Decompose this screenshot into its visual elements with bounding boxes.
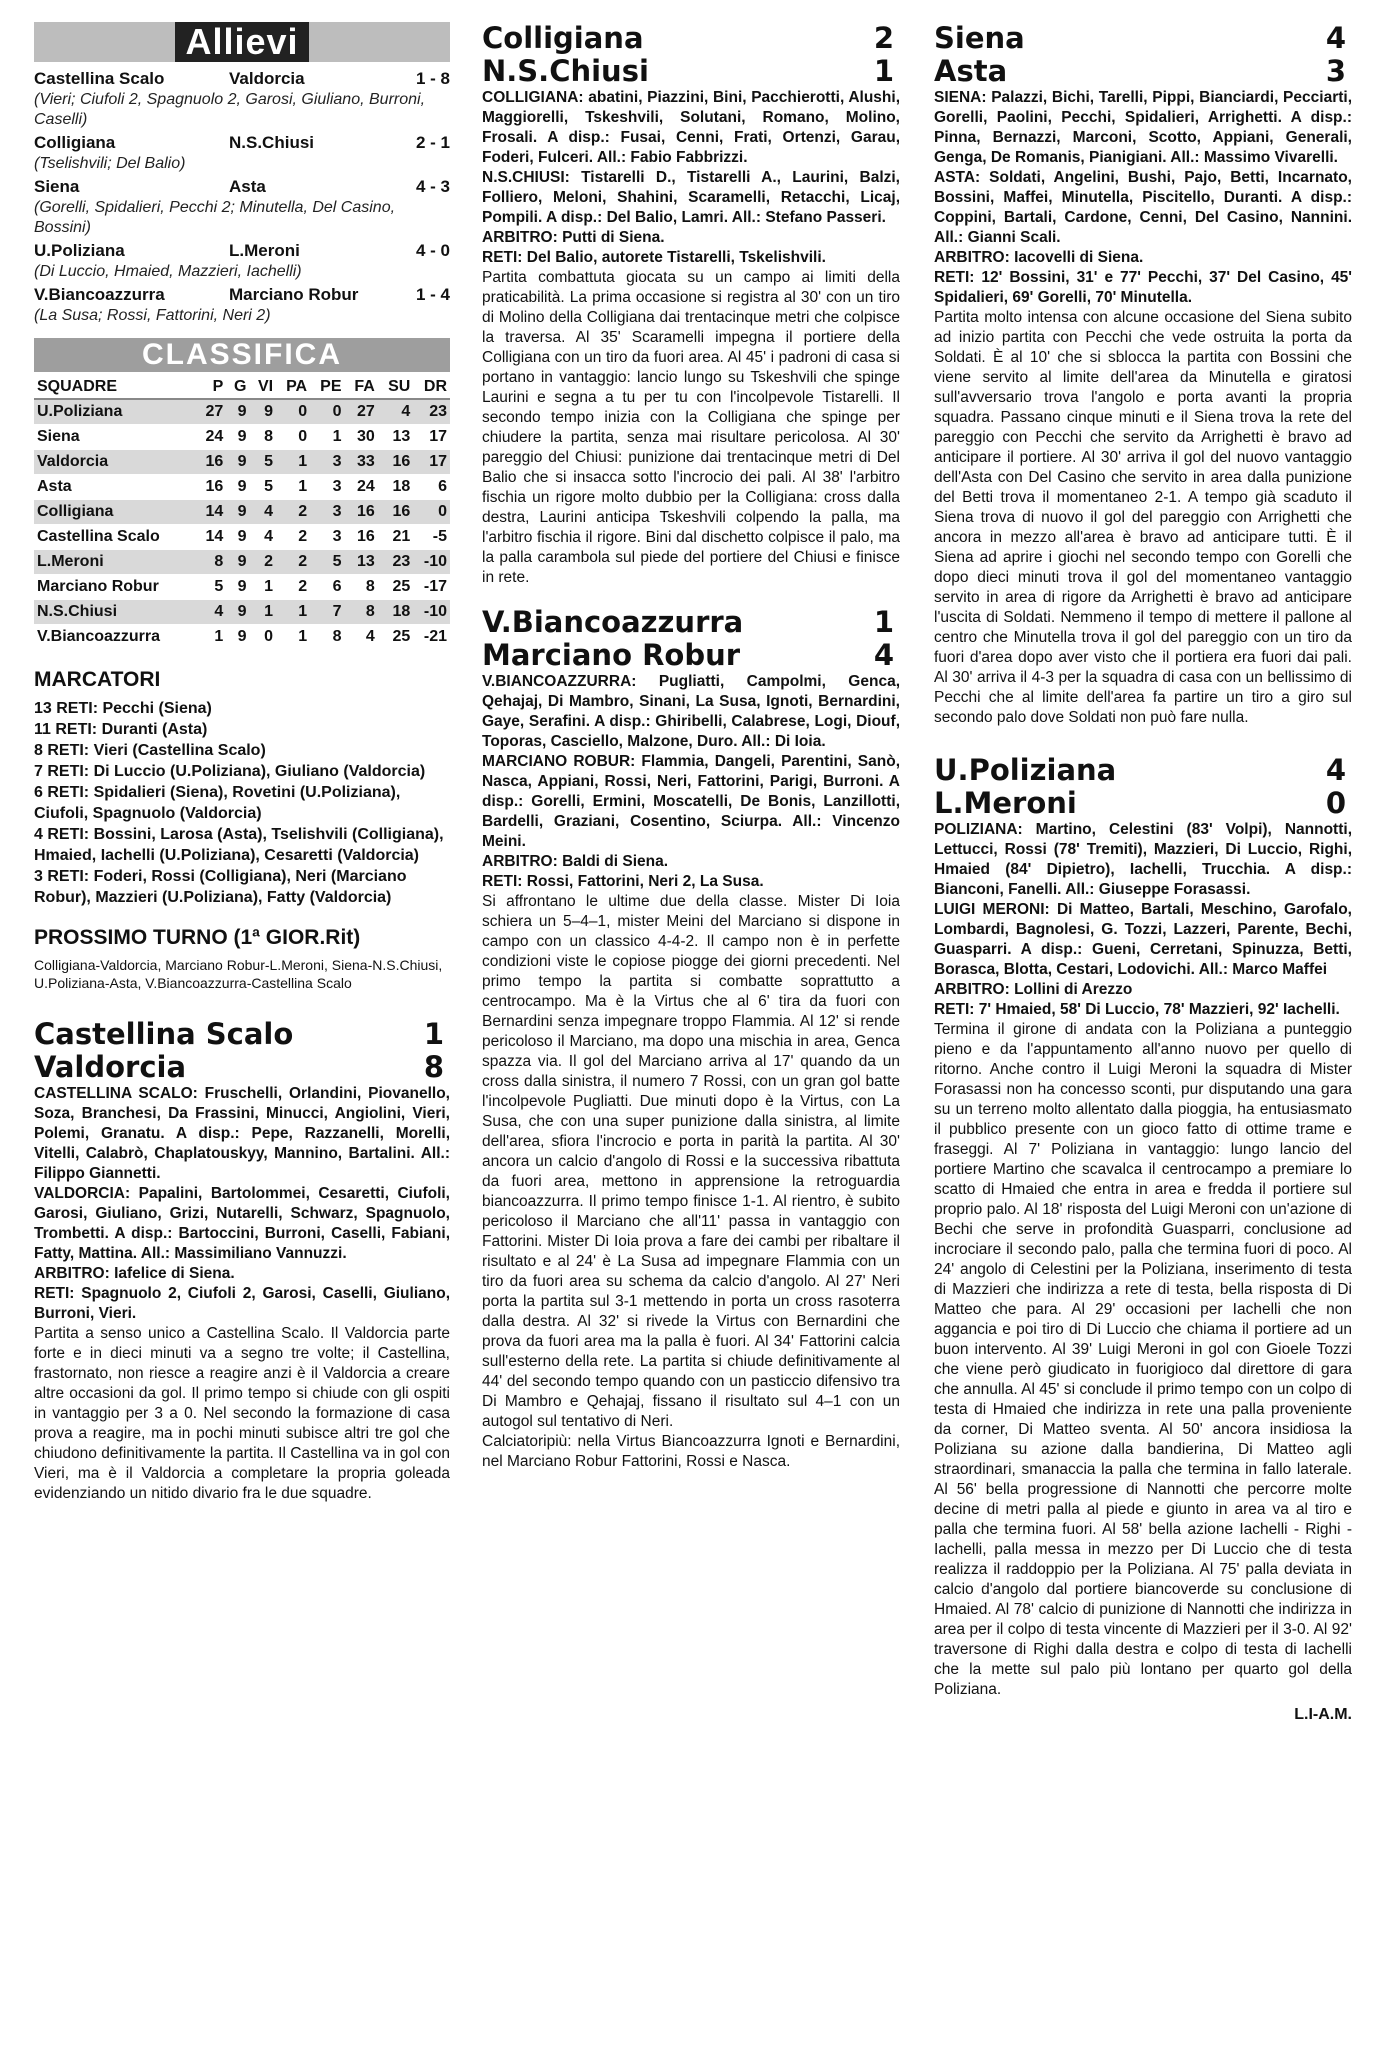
match-header bbox=[934, 787, 1352, 820]
score-home: 1 bbox=[423, 1017, 444, 1051]
team-home: Colligiana bbox=[482, 21, 644, 55]
stat-cell: 17 bbox=[413, 450, 450, 475]
stat-cell: -5 bbox=[413, 525, 450, 550]
col-header: SU bbox=[378, 376, 414, 399]
team-home: Castellina Scalo bbox=[34, 1017, 294, 1051]
score-home: 1 bbox=[873, 605, 894, 639]
stat-cell: 0 bbox=[250, 625, 277, 650]
stat-cell: 1 bbox=[250, 575, 277, 600]
stat-cell: 2 bbox=[276, 525, 310, 550]
stat-cell: 7 bbox=[310, 600, 344, 625]
score-home: 4 bbox=[1325, 21, 1346, 55]
column-left bbox=[34, 22, 450, 1522]
referee: ARBITRO: Lollini di Arezzo bbox=[934, 981, 1133, 998]
match-header bbox=[34, 1018, 450, 1051]
standings-row bbox=[34, 399, 450, 425]
col-header: P bbox=[196, 376, 226, 399]
stat-cell: 9 bbox=[226, 525, 249, 550]
goals: RETI: 12' Bossini, 31' e 77' Pecchi, 37' Del Casino, 45' Spidalieri, 69' Gorelli, 70' Minutella. bbox=[934, 269, 1352, 306]
result-score: 4 - 3 bbox=[415, 177, 450, 196]
lineup-home: SIENA: Palazzi, Bichi, Tarelli, Pippi, Bianciardi, Pecciarti, Gorelli, Paolini, Pecchi, Spidalieri, Arrighetti. A disp.: Pinna, Bernazzi, Marconi, Scotto, Appiani, Generali, Genga, De Romanis, Pianigiani. All.: Massimo Vivarelli. bbox=[934, 89, 1352, 166]
stat-cell: 3 bbox=[310, 500, 344, 525]
result-score: 2 - 1 bbox=[415, 133, 450, 152]
stat-cell: 24 bbox=[345, 475, 378, 500]
match-report bbox=[482, 606, 900, 1472]
standings-header-row bbox=[34, 376, 450, 399]
stat-cell: 14 bbox=[196, 500, 226, 525]
stat-cell: 14 bbox=[196, 525, 226, 550]
result-scorers: (La Susa; Rossi, Fattorini, Neri 2) bbox=[34, 307, 271, 324]
stat-cell: 9 bbox=[226, 425, 249, 450]
result-away: L.Meroni bbox=[229, 241, 300, 260]
stat-cell: 1 bbox=[276, 600, 310, 625]
team-name-cell: Castellina Scalo bbox=[34, 525, 196, 550]
score-away: 0 bbox=[1325, 786, 1346, 820]
stat-cell: 27 bbox=[345, 399, 378, 425]
stat-cell: 18 bbox=[378, 475, 414, 500]
match-header bbox=[934, 55, 1352, 88]
team-name-cell: U.Poliziana bbox=[34, 399, 196, 425]
stat-cell: 16 bbox=[345, 525, 378, 550]
stat-cell: 5 bbox=[250, 475, 277, 500]
score-away: 3 bbox=[1325, 54, 1346, 88]
team-name-cell: Siena bbox=[34, 425, 196, 450]
lineup-home: CASTELLINA SCALO: Fruschelli, Orlandini, Piovanello, Soza, Branchesi, Da Frassini, Minucci, Angiolini, Vieri, Polemi, Granatu. A disp.: Pepe, Razzanelli, Morelli, Vitelli, Calabrò, Chaplatouskyy, Mannino, Bartalini. All.: Filippo Giannetti. bbox=[34, 1085, 450, 1182]
stat-cell: 9 bbox=[226, 550, 249, 575]
stat-cell: 1 bbox=[250, 600, 277, 625]
stat-cell: 9 bbox=[250, 399, 277, 425]
stat-cell: 4 bbox=[378, 399, 414, 425]
stat-cell: 1 bbox=[276, 625, 310, 650]
stat-cell: 6 bbox=[413, 475, 450, 500]
stat-cell: 13 bbox=[345, 550, 378, 575]
prossimo-turno-title: PROSSIMO TURNO (1ª GIOR.Rit) bbox=[34, 926, 361, 949]
stat-cell: 21 bbox=[378, 525, 414, 550]
stat-cell: 33 bbox=[345, 450, 378, 475]
result-score: 1 - 4 bbox=[415, 285, 450, 304]
match-text: Partita molto intensa con alcune occasione del Siena subito ad inizio partita con Pecchi che vede ostruita la porta da Soldati. È al 10' che si sblocca la partita con Bossini che viene servito al limite dell'area da Minutella e giratosi sull'avversario trova l'angolo e porta avanti la propria squadra. Passano cinque minuti e il Siena trova la rete del pareggio con Pecchi che servito da Arrighetti è bravo ad anticipare il portiere. Al 30' arriva il gol del nuovo vantaggio dell'Asta con Del Casino che servito in area dalla punizione del Betti trova il momentaneo 2-1. A tempo già scaduto il Siena trova di nuovo il gol del pareggio con Arrighetti che ancora in mezzo all'area è bravo ad anticipare tutti. È il Siena ad aprire i giochi nel secondo tempo con Gorelli che dopo dieci minuti trova il gol del momentaneo vantaggio servito in area di rigore da Arrighetti è bravo ad anticipare l'uscita di Soldati. Nemmeno il tempo di mettere il pallone al centro che Minutella trova il gol del pareggio con un tiro da fuori d'area dopo aver visto che il portiera era fuori dai pali. Al 30' arriva il 4-3 per la squadra di casa con un bellissimo di Pecchi che al limite dell'area fa partire un tiro a giro sul secondo palo dove Soldati non può fare nulla. bbox=[934, 309, 1352, 726]
stat-cell: 4 bbox=[250, 500, 277, 525]
stat-cell: 16 bbox=[345, 500, 378, 525]
standings-body bbox=[34, 399, 450, 650]
standings-row bbox=[34, 450, 450, 475]
score-home: 4 bbox=[1325, 753, 1346, 787]
stat-cell: 4 bbox=[345, 625, 378, 650]
stat-cell: 2 bbox=[276, 575, 310, 600]
classifica-banner: CLASSIFICA bbox=[34, 338, 450, 372]
standings-table bbox=[34, 376, 450, 650]
stat-cell: 24 bbox=[196, 425, 226, 450]
marcatori-line: 3 RETI: Foderi, Rossi (Colligiana), Neri (Marciano Robur), Mazzieri (U.Poliziana), Fatty (Valdorcia) bbox=[34, 868, 407, 906]
stat-cell: 16 bbox=[378, 450, 414, 475]
score-away: 4 bbox=[873, 638, 894, 672]
result-scorers: (Gorelli, Spidalieri, Pecchi 2; Minutella, Del Casino, Bossini) bbox=[34, 199, 396, 236]
section-banner-allievi bbox=[34, 22, 450, 62]
col-header: PA bbox=[276, 376, 310, 399]
stat-cell: 5 bbox=[310, 550, 344, 575]
match-report bbox=[482, 22, 900, 588]
standings-row bbox=[34, 425, 450, 450]
standings-row bbox=[34, 625, 450, 650]
stat-cell: 9 bbox=[226, 475, 249, 500]
standings-row bbox=[34, 500, 450, 525]
match-header bbox=[34, 1051, 450, 1084]
marcatori-line: 8 RETI: Vieri (Castellina Scalo) bbox=[34, 742, 266, 759]
banner-title: Allievi bbox=[175, 22, 308, 62]
stat-cell: 16 bbox=[196, 475, 226, 500]
stat-cell: 4 bbox=[196, 600, 226, 625]
match-header bbox=[482, 22, 900, 55]
goals: RETI: 7' Hmaied, 58' Di Luccio, 78' Mazzieri, 92' Iachelli. bbox=[934, 1001, 1340, 1018]
team-name-cell: N.S.Chiusi bbox=[34, 600, 196, 625]
prossimo-turno-text: Colligiana-Valdorcia, Marciano Robur-L.Meroni, Siena-N.S.Chiusi, U.Poliziana-Asta, V.Biancoazzurra-Castellina Scalo bbox=[34, 957, 443, 991]
stat-cell: 8 bbox=[250, 425, 277, 450]
match-text: Partita a senso unico a Castellina Scalo. Il Valdorcia parte forte e in dieci minuti va a segno tre volte; il Castellina, frastornato, non riesce a reagire anzi è il Valdorcia a creare altre occasioni da gol. Il primo tempo si chiude con gli ospiti in vantaggio per 3 a 0. Nel secondo la formazione di casa prova a reagire, ma in pochi minuti subisce altri tre gol che chiudono definitivamente la partita. Il Castellina va in gol con Vieri, ma è il Valdorcia a completare la propria goleada evidenziando un nitido divario fra le due squadre. bbox=[34, 1325, 450, 1502]
match-text: Termina il girone di andata con la Poliziana a punteggio pieno e da l'appuntamento all'anno nuovo per quello di ritorno. Anche contro il Luigi Meroni la squadra di Mister Forasassi non ha concesso sconti, pur disputando una gara su un terreno molto allentato dalla pioggia, ha entusiasmato il pubblico presente con un gioco fatto di ottime trame e fraseggi. Al 7' Poliziana in vantaggio: lungo lancio del portiere Martino che scavalca il centrocampo a premiare lo scatto di Hmaied che entra in area e fredda il portiere sul proprio palo. Al 18' risposta del Luigi Meroni con un'azione di Bechi che serve in profondità Guasparri, conclusione ad incrociare il secondo palo, palla che termina fuori di poco. Al 24' angolo di Celestini per la Poliziana, inserimento di testa di Mazzieri che indirizza a rete di testa, bella risposta di Di Matteo che para. Al 29' occasioni per Iachelli che non aggancia e poi tiro di Di Luccio che chiama il portiere ad un buon intervento. Al 39' Luigi Meroni in gol con Gioele Tozzi che viene però giudicato in fuorigioco dal direttore di gara che annulla. Al 45' si conclude il primo tempo con un colpo di testa di Hmaied che indirizza in rete una palla proveniente da corner, Di Matteo sventa. Al 50' ancora insidiosa la Poliziana su azione dalla bandierina, Di Matteo agli straordinari, smanaccia la palla che termina in fallo laterale. Al 56' bella progressione di Nannotti che percorre molte decine di metri palla al piede e giunto in area va al tiro e palla che termina fuori. Al 58' bella azione Iachelli - Righi - Iachelli, palla messa in mezzo per Di Luccio che di testa realizza il raddoppio per la Poliziana. Al 75' palla deviata in calcio d'angolo dal portiere biancoverde su conclusione di Hmaied. Al 78' calcio di punizione di Nannotti che indirizza in area per il colpo di testa vincente di Mazzieri per il 3-0. Al 92' traversone di Righi dalla destra e colpo di testa di Iachelli che la mette sul palo più lontano per quarto gol della Poliziana. bbox=[934, 1021, 1352, 1698]
match-report bbox=[934, 754, 1352, 1724]
team-away: Asta bbox=[934, 54, 1008, 88]
team-name-cell: Marciano Robur bbox=[34, 575, 196, 600]
score-home: 2 bbox=[873, 21, 894, 55]
team-away: Marciano Robur bbox=[482, 638, 741, 672]
stat-cell: 1 bbox=[276, 475, 310, 500]
standings-row bbox=[34, 600, 450, 625]
team-away: Valdorcia bbox=[34, 1050, 187, 1084]
team-home: V.Biancoazzurra bbox=[482, 605, 744, 639]
stat-cell: 2 bbox=[276, 550, 310, 575]
result-away: Valdorcia bbox=[229, 69, 305, 88]
lineup-away: MARCIANO ROBUR: Flammia, Dangeli, Parentini, Sanò, Nasca, Appiani, Rossi, Neri, Fattorini, Parigi, Burroni. A disp.: Gorelli, Ermini, Moscatelli, De Bonis, Lanzillotti, Bardelli, Graziani, Cosentino, Sciurpa. All.: Vincenzo Meini. bbox=[482, 753, 900, 850]
result-score: 4 - 0 bbox=[415, 241, 450, 260]
referee: ARBITRO: Putti di Siena. bbox=[482, 229, 665, 246]
stat-cell: 2 bbox=[276, 500, 310, 525]
stat-cell: 0 bbox=[310, 399, 344, 425]
stat-cell: -10 bbox=[413, 550, 450, 575]
result-home: V.Biancoazzurra bbox=[34, 285, 165, 304]
stat-cell: 1 bbox=[310, 425, 344, 450]
marcatori-line: 13 RETI: Pecchi (Siena) bbox=[34, 700, 212, 717]
team-name-cell: V.Biancoazzurra bbox=[34, 625, 196, 650]
score-away: 1 bbox=[873, 54, 894, 88]
stat-cell: 6 bbox=[310, 575, 344, 600]
match-header bbox=[934, 22, 1352, 55]
match-header bbox=[482, 55, 900, 88]
stat-cell: 9 bbox=[226, 500, 249, 525]
result-home: Colligiana bbox=[34, 133, 116, 152]
result-item bbox=[34, 240, 450, 282]
stat-cell: 3 bbox=[310, 475, 344, 500]
author-signature: L.I-A.M. bbox=[1294, 1706, 1352, 1723]
result-home: Siena bbox=[34, 177, 80, 196]
lineup-away: ASTA: Soldati, Angelini, Bushi, Pajo, Betti, Incarnato, Bossini, Maffei, Minutella, Piscitello, Duranti. A disp.: Coppini, Bartali, Cardone, Cenni, Del Casino, Nannini. All.: Gianni Scali. bbox=[934, 169, 1352, 246]
result-away: Asta bbox=[229, 177, 266, 196]
stat-cell: 23 bbox=[413, 399, 450, 425]
stat-cell: 9 bbox=[226, 600, 249, 625]
referee: ARBITRO: Iacovelli di Siena. bbox=[934, 249, 1144, 266]
stat-cell: 0 bbox=[276, 425, 310, 450]
stat-cell: 25 bbox=[378, 625, 414, 650]
column-middle bbox=[482, 22, 900, 1490]
result-away: Marciano Robur bbox=[229, 285, 359, 304]
standings-row bbox=[34, 550, 450, 575]
marcatori-title: MARCATORI bbox=[34, 668, 161, 691]
marcatori-line: 4 RETI: Bossini, Larosa (Asta), Tselishvili (Colligiana), Hmaied, Iachelli (U.Poliziana), Cesaretti (Valdorcia) bbox=[34, 826, 444, 864]
stat-cell: 23 bbox=[378, 550, 414, 575]
team-away: N.S.Chiusi bbox=[482, 54, 649, 88]
goals: RETI: Rossi, Fattorini, Neri 2, La Susa. bbox=[482, 873, 764, 890]
match-text: Si affrontano le ultime due della classe. Mister Di Ioia schiera un 5–4–1, mister Meini del Marciano si dispone in campo con un classico 4-4-2. Il campo non è in perfette condizioni viste le copiose piogge dei giorni precedenti. Nel primo tempo la partita si combatte soprattutto a centrocampo. Ma è la Virtus che al 6' tira da fuori con Bernardini senza impegnare troppo Flammia. Al 12' si rende pericoloso il Marciano, ma dopo una mischia in area, Genca spazza via. Il gol del Marciano arriva al 17' quando da un cross dalla sinistra, il numero 7 Rossi, con un gran gol batte l'incolpevole Pugliatti. Due minuti dopo è la Virtus, con La Susa, che con una super punizione dalla sinistra, al limite dell'area, sfiora l'incrocio e porta in parità la partita. Al 30' ancora un calcio d'angolo di Rossi e la successiva ribattuta da fuori area, mettono in apprensione la retroguardia biancoazzurra. Il primo tempo finisce 1-1. Al rientro, è subito pericoloso il Marciano che all'11' passa in vantaggio con Fattorini. Mister Di Ioia prova a fare dei cambi per ribaltare il risultato e al 24' è La Susa ad impegnare Flammia con un tiro da fuori area su schema da calcio d'angolo. Al 27' Neri porta la partita sul 3-1 mettendo in porta un cross rasoterra dalla destra. Al 32' si rivede la Virtus con Bernardini che prova da fuori area ma la palla è fuori. Al 34' Fattorini calcia sull'esterno della rete. La partita si chiude definitivamente al 44' del secondo tempo quando con un pasticcio difensivo tra Di Mambro e Qehajaj, fissano il risultato sul 4–1 con un autogol sul tentativo di Neri. bbox=[482, 893, 900, 1430]
marcatori-list bbox=[34, 698, 450, 908]
match-report bbox=[34, 1018, 450, 1504]
marcatori-line: 7 RETI: Di Luccio (U.Poliziana), Giuliano (Valdorcia) bbox=[34, 763, 426, 780]
col-header: SQUADRE bbox=[34, 376, 196, 399]
result-home: U.Poliziana bbox=[34, 241, 125, 260]
standings-row bbox=[34, 525, 450, 550]
stat-cell: 1 bbox=[196, 625, 226, 650]
team-home: Siena bbox=[934, 21, 1025, 55]
result-item bbox=[34, 284, 450, 326]
stat-cell: 0 bbox=[276, 399, 310, 425]
team-name-cell: Valdorcia bbox=[34, 450, 196, 475]
marcatori-line: 11 RETI: Duranti (Asta) bbox=[34, 721, 208, 738]
stat-cell: 3 bbox=[310, 525, 344, 550]
stat-cell: 18 bbox=[378, 600, 414, 625]
result-item bbox=[34, 176, 450, 238]
result-home: Castellina Scalo bbox=[34, 69, 165, 88]
stat-cell: 27 bbox=[196, 399, 226, 425]
match-report bbox=[934, 22, 1352, 728]
col-header: FA bbox=[345, 376, 378, 399]
result-score: 1 - 8 bbox=[415, 69, 450, 88]
match-header bbox=[482, 639, 900, 672]
stat-cell: -10 bbox=[413, 600, 450, 625]
referee: ARBITRO: Baldi di Siena. bbox=[482, 853, 669, 870]
stat-cell: 2 bbox=[250, 550, 277, 575]
column-right bbox=[934, 22, 1352, 1742]
stat-cell: 0 bbox=[413, 500, 450, 525]
col-header: G bbox=[226, 376, 249, 399]
result-away: N.S.Chiusi bbox=[229, 133, 315, 152]
stat-cell: 8 bbox=[196, 550, 226, 575]
col-header: VI bbox=[250, 376, 277, 399]
lineup-away: N.S.CHIUSI: Tistarelli D., Tistarelli A., Laurini, Balzi, Folliero, Meloni, Shahini, Scaramelli, Retacchi, Licaj, Pompili. A disp.: Del Balio, Lamri. All.: Stefano Passeri. bbox=[482, 169, 900, 226]
col-header: DR bbox=[413, 376, 450, 399]
team-name-cell: L.Meroni bbox=[34, 550, 196, 575]
lineup-away: VALDORCIA: Papalini, Bartolommei, Cesaretti, Ciufoli, Garosi, Giuliano, Grizi, Nutarelli, Schwarz, Spagnuolo, Trombetti. A disp.: Bartoccini, Burroni, Caselli, Fabiani, Fatty, Mattina. All.: Massimiliano Vannuzzi. bbox=[34, 1185, 450, 1262]
stat-cell: 25 bbox=[378, 575, 414, 600]
score-away: 8 bbox=[423, 1050, 444, 1084]
team-name-cell: Asta bbox=[34, 475, 196, 500]
stat-cell: 5 bbox=[196, 575, 226, 600]
team-away: L.Meroni bbox=[934, 786, 1077, 820]
match-text: Partita combattuta giocata su un campo ai limiti della praticabilità. La prima occasione si registra al 30' con un tiro di Molino della Colligiana dai trentacinque metri che colpisce la traversa. Al 35' Scaramelli impegna il portiere della Colligiana con un tiro da fuori area. Al 45' i padroni di casa si portano in vantaggio: lancio lungo su Tskeshvili che spinge Laurini e segna a tu per tu con l'incolpevole Tistarelli. Il secondo tempo inizia con la Colligiana che spinge per chiudere la partita, senza mai risultare pericolosa. Al 30' pareggio del Chiusi: punizione dai trentacinque metri di Del Balio che si insacca sotto l'incrocio dei pali. Al 38' l'arbitro fischia un rigore molto dubbio per la Colligiana: cross dalla destra, Laurini anticipa Tskeshvili colpendo la palla, ma l'arbitro fischia il rigore. Bini dal dischetto colpisce il palo, ma la palla carambola sul piede del portiere del Chiusi e finisce in rete. bbox=[482, 269, 900, 586]
stat-cell: 5 bbox=[250, 450, 277, 475]
match-closing: Calciatoripiù: nella Virtus Biancoazzurra Ignoti e Bernardini, nel Marciano Robur Fattorini, Rossi e Nasca. bbox=[482, 1433, 900, 1470]
standings-row bbox=[34, 475, 450, 500]
stat-cell: 9 bbox=[226, 625, 249, 650]
stat-cell: 30 bbox=[345, 425, 378, 450]
stat-cell: 4 bbox=[250, 525, 277, 550]
team-home: U.Poliziana bbox=[934, 753, 1117, 787]
result-scorers: (Di Luccio, Hmaied, Mazzieri, Iachelli) bbox=[34, 263, 302, 280]
result-item bbox=[34, 68, 450, 130]
lineup-home: V.BIANCOAZZURRA: Pugliatti, Campolmi, Genca, Qehajaj, Di Mambro, Sinani, La Susa, Ignoti, Bernardini, Gaye, Serafini. A disp.: Ghiribelli, Calabrese, Logi, Diouf, Toporas, Casciello, Malzone, Duro. All.: Di Ioia. bbox=[482, 673, 900, 750]
lineup-away: LUIGI MERONI: Di Matteo, Bartali, Meschino, Garofalo, Lombardi, Bagnolesi, G. Tozzi, Lazzeri, Parente, Bechi, Guasparri. A disp.: Gueni, Cerretani, Spinuzza, Betti, Borasca, Blotta, Cestari, Lodovichi. All.: Marco Maffei bbox=[934, 901, 1352, 978]
stat-cell: -17 bbox=[413, 575, 450, 600]
stat-cell: -21 bbox=[413, 625, 450, 650]
stat-cell: 9 bbox=[226, 399, 249, 425]
lineup-home: COLLIGIANA: abatini, Piazzini, Bini, Pacchierotti, Alushi, Maggiorelli, Tskeshvili, Solutani, Romano, Molino, Frosali. A disp.: Fusai, Cenni, Frati, Ortenzi, Garau, Foderi, Fulceri. All.: Fabio Fabbrizzi. bbox=[482, 89, 900, 166]
match-header bbox=[482, 606, 900, 639]
stat-cell: 13 bbox=[378, 425, 414, 450]
stat-cell: 8 bbox=[310, 625, 344, 650]
stat-cell: 17 bbox=[413, 425, 450, 450]
stat-cell: 8 bbox=[345, 575, 378, 600]
standings-row bbox=[34, 575, 450, 600]
stat-cell: 16 bbox=[196, 450, 226, 475]
lineup-home: POLIZIANA: Martino, Celestini (83' Volpi), Nannotti, Lettucci, Rossi (78' Tremiti), Mazzieri, Di Luccio, Righi, Hmaied (84' Dipietro), Iachelli, Trucchia. A disp.: Bianconi, Fanelli. All.: Giuseppe Forasassi. bbox=[934, 821, 1352, 898]
stat-cell: 9 bbox=[226, 575, 249, 600]
stat-cell: 16 bbox=[378, 500, 414, 525]
marcatori-line: 6 RETI: Spidalieri (Siena), Rovetini (U.Poliziana), Ciufoli, Spagnuolo (Valdorcia) bbox=[34, 784, 401, 822]
team-name-cell: Colligiana bbox=[34, 500, 196, 525]
goals: RETI: Spagnuolo 2, Ciufoli 2, Garosi, Caselli, Giuliano, Burroni, Vieri. bbox=[34, 1285, 450, 1322]
stat-cell: 1 bbox=[276, 450, 310, 475]
stat-cell: 8 bbox=[345, 600, 378, 625]
referee: ARBITRO: Iafelice di Siena. bbox=[34, 1265, 235, 1282]
goals: RETI: Del Balio, autorete Tistarelli, Tskelishvili. bbox=[482, 249, 826, 266]
stat-cell: 9 bbox=[226, 450, 249, 475]
col-header: PE bbox=[310, 376, 344, 399]
stat-cell: 3 bbox=[310, 450, 344, 475]
match-header bbox=[934, 754, 1352, 787]
result-scorers: (Tselishvili; Del Balio) bbox=[34, 155, 186, 172]
result-item bbox=[34, 132, 450, 174]
results-list bbox=[34, 68, 450, 326]
result-scorers: (Vieri; Ciufoli 2, Spagnuolo 2, Garosi, Giuliano, Burroni, Caselli) bbox=[34, 91, 426, 128]
